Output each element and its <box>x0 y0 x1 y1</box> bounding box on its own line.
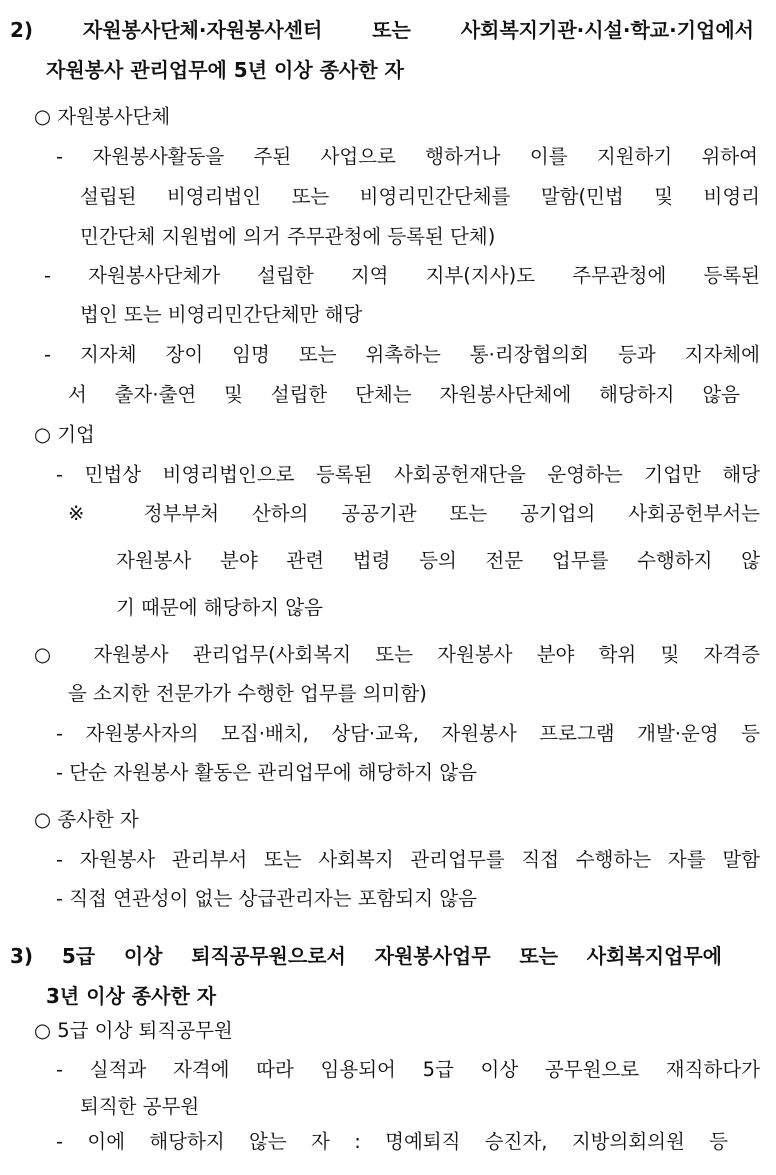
bullet-company: ○ 기업 <box>34 423 95 446</box>
note-item: ※ 정부부처 산하의 공공기관 또는 공기업의 사회공헌부서는 <box>68 502 760 525</box>
list-item: 퇴직한 공무원 <box>80 1095 200 1118</box>
list-item: 법인 또는 비영리민간단체만 해당 <box>80 303 363 326</box>
bullet-employed-person: ○ 종사한 자 <box>34 808 139 831</box>
section2-heading-line1: 2) 자원봉사단체·자원봉사센터 또는 사회복지기관·시설·학교·기업에서 <box>10 18 754 42</box>
list-item: - 이에 해당하지 않는 자 : 명예퇴직 승진자, 지방의회의원 등 <box>56 1130 728 1153</box>
list-item: - 자원봉사자의 모집·배치, 상담·교육, 자원봉사 프로그램 개발·운영 등 <box>56 722 760 745</box>
section3-heading-line1: 3) 5급 이상 퇴직공무원으로서 자원봉사업무 또는 사회복지업무에 <box>10 944 722 968</box>
list-item: - 단순 자원봉사 활동은 관리업무에 해당하지 않음 <box>56 761 477 784</box>
list-item: - 실적과 자격에 따라 임용되어 5급 이상 공무원으로 재직하다가 <box>56 1058 760 1081</box>
section2-heading-line2: 자원봉사 관리업무에 5년 이상 종사한 자 <box>46 58 404 82</box>
note-item: 자원봉사 분야 관련 법령 등의 전문 업무를 수행하지 않 <box>116 549 760 572</box>
bullet-volunteer-management: ○ 자원봉사 관리업무(사회복지 또는 자원봉사 분야 학위 및 자격증 <box>34 643 760 666</box>
bullet-retired-official: ○ 5급 이상 퇴직공무원 <box>34 1019 233 1042</box>
list-item: 민간단체 지원법에 의거 주무관청에 등록된 단체) <box>80 225 496 248</box>
list-item: - 민법상 비영리법인으로 등록된 사회공헌재단을 운영하는 기업만 해당 <box>56 463 760 486</box>
list-item: - 자원봉사단체가 설립한 지역 지부(지사)도 주무관청에 등록된 <box>44 264 760 287</box>
list-item: 서 출자·출연 및 설립한 단체는 자원봉사단체에 해당하지 않음 <box>68 383 740 406</box>
bullet-volunteer-management-cont: 을 소지한 전문가가 수행한 업무를 의미함) <box>68 682 427 705</box>
list-item: - 지자체 장이 임명 또는 위촉하는 통·리장협의회 등과 지자체에 <box>44 343 760 366</box>
list-item: - 직접 연관성이 없는 상급관리자는 포함되지 않음 <box>56 887 477 910</box>
list-item: - 자원봉사 관리부서 또는 사회복지 관리업무를 직접 수행하는 자를 말함 <box>56 848 760 871</box>
list-item: 설립된 비영리법인 또는 비영리민간단체를 말함(민법 및 비영리 <box>80 185 760 208</box>
list-item: - 자원봉사활동을 주된 사업으로 행하거나 이를 지원하기 위하여 <box>56 145 758 168</box>
section3-heading-line2: 3년 이상 종사한 자 <box>46 984 217 1008</box>
note-item: 기 때문에 해당하지 않음 <box>116 596 323 619</box>
bullet-volunteer-organization: ○ 자원봉사단체 <box>34 105 171 128</box>
